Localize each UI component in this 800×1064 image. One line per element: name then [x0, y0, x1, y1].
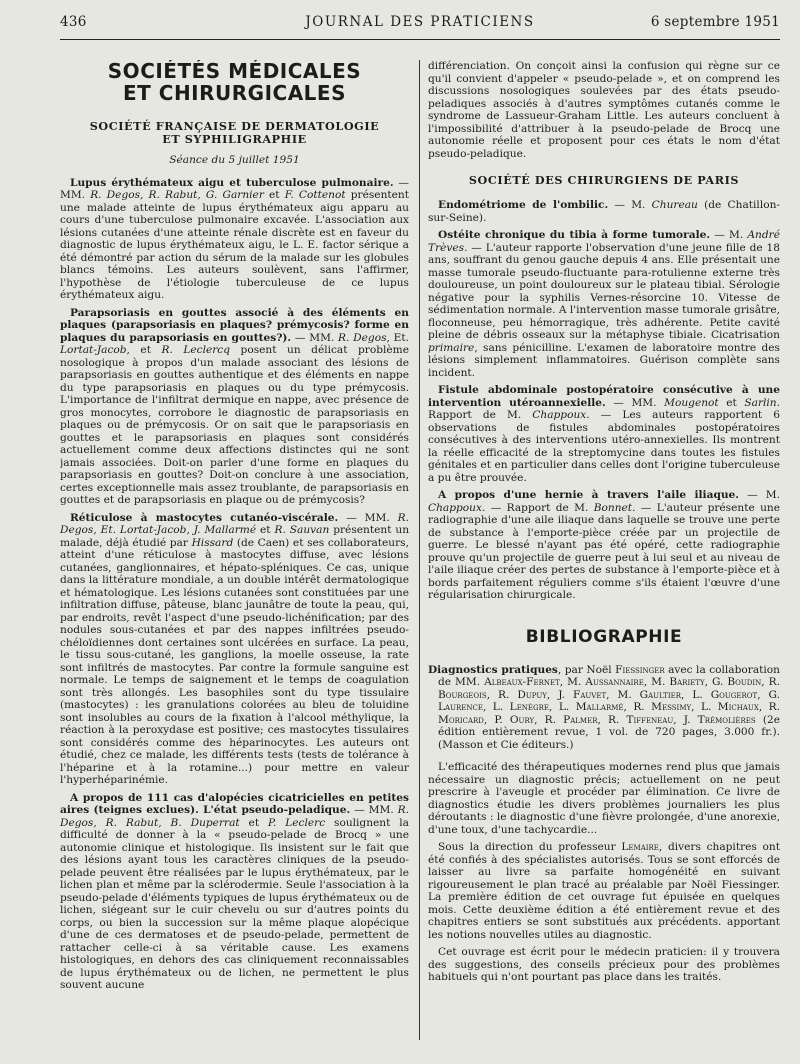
right-column: [428, 60, 780, 1060]
section-title: [60, 60, 409, 104]
section-title-line2: ET CHIRURGICALES: [123, 81, 346, 105]
article-body: posent un délicat problème nosologique à propos d'un malade associant des lésions de parapsoriasis en gouttes authentique et des éléments en nappe du type parapsoriasis en plaques ou du type prémycosis. L'importance de l'infiltrat dermique en nappe, avec présence de gros monocytes, corrobore le diagnostic de parapsoriasis en plaques ou de prémycosis. Or on sait que le parapsoriasis en gouttes et le parapsoriasis en plaques sont considérés actuellement comme deux affections distinctes qui ne sont jamais associées. Doit-on parler d'une forme en plaques du parapsoriasis en gouttes? Doit-on conclure à une association, certes exceptionnelle mais assez troublante, de parapsoriasis en gouttes et de parapsoriasis en plaque ou de prémycosis?: [60, 344, 409, 506]
article-lupus: [60, 177, 409, 302]
article-body: (de Caen) et ses collaborateurs, atteint d'une réticulose à mastocytes diffuse, avec lésions cutanées, ganglionnaires, et hépato-spléniques. Ce cas, unique dans la littérature mondiale, a un double intérêt dermatologique et hématologique. Les lésions cutanées sont constituées par une infiltration diffuse, pâteuse, blanc jaunâtre de toute la peau, qui, par endroits, revêt l'aspect d'une pseudo-lichénification; par des nodules sous-cutanées et par des nappes infiltrées pseudo-chéloïdiennes dont certaines sont ulcérées en surface. La peau, le tissu sous-cutané, les ganglions, la moelle osseuse, la rate sont infiltrés de mastocytes. Par contre la formule sanguine est normale. Le temps de saignement et le temps de coagulation sont très allongés. Les basophiles sont du type tissulaire (mastocytes) : les granulations colorées au bleu de toluidine sont insolubles au cours de la fixation à l'alcool méthylique, la réaction à la peroxydase est positive; ces mastocytes tissulaires sont considérés comme des héparinocytes. Les auteurs ont étudié, chez ce malade, les différents tests (tests de tolérance à l'héparine et à la rotamine...) pour mettre en valeur l'hyperhéparinémie.: [60, 536, 409, 786]
society-heading-line1: SOCIÉTÉ FRANÇAISE DE DERMATOLOGIE: [89, 119, 380, 133]
article-authors: Sarlin: [744, 396, 777, 409]
article-body: . — L'auteur rapporte l'observation d'une jeune fille de 18 ans, souffrant du genou gauche depuis 4 ans. Elle présentait une masse tumorale pseudo-fluctuante para-rotulienne externe très douloureuse, un point douloureux sur le plateau tibial. Sérologie négative pour la syphilis Vernes-résorcine 10. Vitesse de sédimentation normale. A l'intervention masse tumorale grisâtre, floconneuse, peu hémorragique, très adhérente. Petite cavité pleine de débris osseaux sur la métaphyse tibiale. Cicatrisation: [428, 241, 780, 341]
article-authors: P. Leclerc: [267, 816, 326, 829]
article-authors: R. Leclercq: [161, 344, 231, 356]
society-heading-dermatologie: [60, 120, 409, 146]
article-fistule: [428, 384, 780, 484]
left-column: [60, 60, 409, 1060]
header-rule: [60, 39, 780, 40]
article-authors: R. Degos, R. Rabut, G. Garnier: [90, 189, 264, 201]
session-date: Séance du 5 juillet 1951: [169, 154, 300, 166]
article-body: présentent un malade, déjà étudié par: [60, 524, 409, 549]
issue-date: 6 septembre 1951: [650, 14, 780, 30]
reference-text: (2e édition entièrement revue, 1 vol. de 720 pages, 3.000 fr.). (Masson et Cie éditeurs.): [438, 713, 780, 751]
separator: — MM.: [350, 804, 398, 816]
separator: — MM.: [338, 511, 398, 524]
article-title: A propos d'une hernie à travers l'aile iliaque.: [438, 489, 739, 501]
separator: et: [256, 524, 275, 536]
page-header: [60, 14, 780, 36]
reference-text: avec la collaboration de MM.: [438, 663, 780, 688]
separator: , et: [126, 344, 162, 356]
article-osteite: [428, 229, 780, 379]
society-heading-line2: ET SYPHILIGRAPHIE: [162, 132, 307, 146]
article-authors: Chappoux: [428, 501, 482, 514]
reference-text: , par Noël: [557, 663, 616, 676]
separator: , Et.: [386, 331, 409, 344]
separator: et: [718, 396, 745, 409]
article-authors: R. Degos: [338, 331, 387, 344]
article-body: , sans pénicilline. L'examen de laboratoire montre des lésions simplement inflammatoires. Guérison complète sans incident.: [428, 341, 780, 379]
article-parapsoriasis: [60, 307, 409, 507]
article-alopecies: [60, 792, 409, 992]
article-endometriome: [428, 199, 780, 224]
article-body: . — Rapport de M.: [481, 501, 594, 514]
separator: — MM.: [605, 396, 665, 409]
separator: — M.: [608, 199, 652, 211]
article-body: . Rapport de M.: [428, 396, 780, 421]
article-authors: R. Degos, R. Rabut, B. Duperrat: [60, 804, 409, 829]
separator: — M.: [738, 489, 780, 501]
article-body: . — L'auteur présente une radiographie d'une aile iliaque dans laquelle se trouve une perte de substance à l'emporte-pièce créée par un projectile de guerre. Le blessé n'ayant pas été opéré, cette radiographie prouve qu'un projectile de guerre peut à lui seul et au niveau de l'aile iliaque créer des pertes de substance à l'emporte-pièce et à bords parfaitement réguliers comme s'ils étaient l'œuvre d'une régularisation chirurgicale.: [428, 501, 780, 601]
review-text: , divers chapitres ont été confiés à des spécialistes autorisés. Tous se sont efforcés de laisser au livre sa parfaite homogénéité en suivant rigoureusement le plan tracé au préalable par Noël Fiessinger. La première édition de cet ouvrage fut épuisée en quelques mois. Cette deuxième édition a été entièrement revue et des chapitres entiers se sont substitués aux précédents. apportant les notions nouvelles utiles au diagnostic.: [428, 841, 780, 941]
bibliography-reference: [428, 664, 780, 752]
page-number: 436: [60, 14, 87, 30]
review-paragraph: [428, 841, 780, 941]
section-title-line1: SOCIÉTÉS MÉDICALES: [107, 60, 362, 83]
article-authors: R. Sauvan: [274, 524, 330, 536]
article-authors: F. Cottenot: [284, 189, 346, 201]
article-body: (de Chatillon-sur-Seine).: [428, 199, 780, 224]
separator: — MM.: [60, 176, 409, 201]
society-heading-chirurgiens: SOCIÉTÉ DES CHIRURGIENS DE PARIS: [468, 173, 740, 187]
separator: — MM.: [291, 331, 339, 344]
article-title: Parapsoriasis en gouttes associé à des éléments en plaques (parapsoriasis en plaques? prémycosis? forme en plaques du parapsoriasis en gouttes?).: [60, 306, 409, 344]
article-emphasis: primaire: [428, 341, 475, 354]
article-authors: Chappoux: [532, 409, 587, 421]
article-authors: Chureau: [651, 199, 698, 211]
article-title: Réticulose à mastocytes cutanéo-viscérale.: [70, 511, 339, 524]
bibliography-title: BIBLIOGRAPHIE: [525, 626, 683, 647]
review-paragraph: Cet ouvrage est écrit pour le médecin praticien: il y trouvera des suggestions, des conseils précieux pour des problèmes habituels qui n'ont pourtant pas place dans les traités.: [428, 946, 780, 983]
separator: et: [263, 189, 285, 201]
reference-collaborators: Albeaux-Fernet, M. Aussannaire, M. Bariety, G. Boudin, R. Bourgeois, R. Dupuy, J. Fauvet, M. Gaultier, L. Gougerot, G. Laurence, L. Lenègre, L. Mallarmé, R. Messimy, L. Michaux, R. Moricard, P. Oury, R. Palmer, R. Tiffeneau, J. Trémolières: [438, 676, 780, 726]
reference-author: Fiessinger: [615, 663, 665, 676]
review-text: Sous la direction du professeur: [438, 841, 622, 853]
article-title: A propos de 111 cas d'alopécies cicatricielles en petites aires (teignes exclues). L'état pseudo-peladique.: [60, 791, 409, 816]
journal-title: JOURNAL DES PRATICIENS: [305, 14, 535, 30]
article-title: Ostéite chronique du tibia à forme tumorale.: [438, 229, 711, 241]
article-authors: R. Degos, Et. Lortat-Jacob, J. Mallarmé: [60, 511, 409, 536]
column-divider: [419, 60, 420, 1040]
separator: — M.: [710, 229, 748, 241]
review-paragraph: L'efficacité des thérapeutiques modernes rend plus que jamais nécessaire un diagnostic précis; actuellement on ne peut prescrire à l'aveugle et procéder par élimination. Ce livre de diagnostics étudie les divers problèmes journaliers les plus déroutants : le diagnostic d'une fièvre prolongée, d'une anorexie, d'une toux, d'une tachycardie...: [428, 761, 780, 836]
article-body: présentent une malade atteinte de lupus érythémateux aigu apparu au cours d'une tuberculose pulmonaire excavée. L'association aux lésions cutanées d'une atteinte rénale discrète est en faveur du diagnostic de lupus érythémateux aigu, le L. E. factor sérique a été démontré par action du sérum de la malade sur les globules blancs témoins. Les auteurs soulèvent, sans l'affirmer, l'hypothèse de l'étiologie tuberculeuse de ce lupus érythémateux aigu.: [60, 189, 409, 301]
book-title: Diagnostics pratiques: [428, 663, 558, 676]
article-title: Endométriome de l'ombilic.: [438, 199, 609, 211]
article-title: Fistule abdominale postopératoire consécutive à une intervention utéroannexielle.: [428, 384, 780, 409]
article-authors: Mougenot: [664, 396, 719, 409]
article-reticulose: [60, 512, 409, 787]
separator: et: [239, 816, 268, 829]
article-body: soulignent la difficulté de donner à la « pseudo-pelade de Brocq » une autonomie clinique et histologique. Ils insistent sur le fait que des lésions ayant tous les caractères cliniques de la pseudo-pelade peuvent être réalisées par le lupus érythémateux, par le lichen plan et même par la sclérodermie. Seule l'association à la pseudo-pelade d'éléments typiques de lupus érythémateux ou de lichen, siégeant sur le cuir chevelu ou sur d'autres points du corps, ou bien la succession sur la même plaque alopécique d'une de ces dermatoses et de pseudo-pelade, permettent de rattacher celle-ci à sa véritable cause. Les examens histologiques, en dehors des cas cliniquement reconnaissables de lupus érythémateux ou de lichen, ne permettent le plus souvent aucune: [60, 816, 409, 991]
article-continuation: différenciation. On conçoit ainsi la confusion qui règne sur ce qu'il convient d'appeler « pseudo-pelade », et on comprend les discussions nosologiques soulevées par des états pseudo-peladiques associés à d'autres symptômes cutanés comme le syndrome de Lassueur-Graham Little. Les auteurs concluent à l'impossibilité d'attribuer à la pseudo-pelade de Brocq une autonomie réelle et proposent pour ces états le nom d'état pseudo-peladique.: [428, 60, 780, 160]
article-body: . — Les auteurs rapportent 6 observations de fistules abdominales postopératoires consécutives à des interventions utéro-annexielles. Ils montrent la réelle efficacité de la streptomycine dans toutes les fistules génitales et en particulier dans celles dont l'origine tuberculeuse a pu être prouvée.: [428, 409, 780, 484]
reference-author: Lemaire: [621, 841, 659, 853]
article-title: Lupus érythémateux aigu et tuberculose pulmonaire.: [70, 176, 394, 189]
article-authors: André Trèves: [428, 229, 780, 254]
article-authors: Bonnet: [593, 501, 633, 514]
article-authors: Lortat-Jacob: [60, 344, 127, 356]
article-authors: Hissard: [191, 536, 234, 549]
article-hernie: [428, 489, 780, 602]
